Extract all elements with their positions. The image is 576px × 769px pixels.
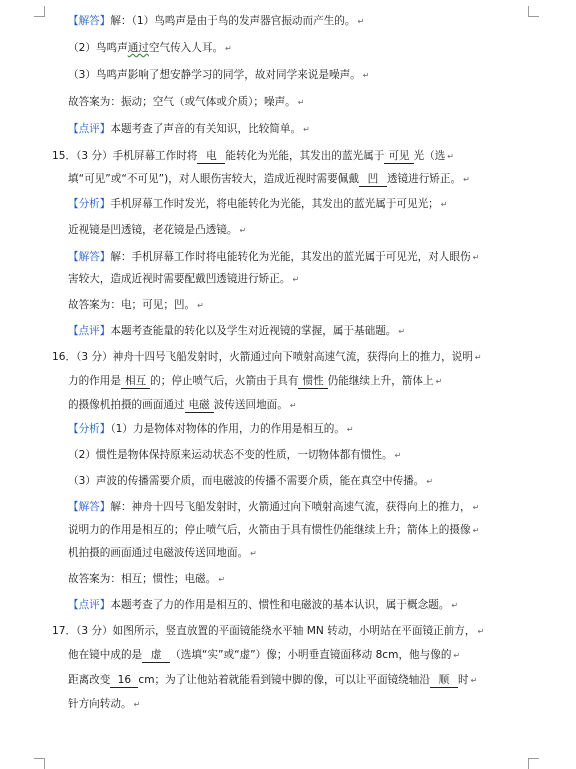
section-tag: 【点评】 [68,599,111,611]
text-line [68,122,310,137]
text-segment: 透镜进行矫正。 [386,173,462,185]
paragraph-mark-icon: ↵ [297,98,305,107]
text-segment: 仍能继续上升，箭体上 [327,375,434,387]
paragraph-mark-icon: ↵ [453,651,461,660]
text-line [68,448,401,463]
text-segment: 他在镜中成的是 [68,649,143,661]
text-segment: （2）鸟鸣声 [68,42,128,54]
text-line [68,223,246,238]
text-line [68,673,477,688]
text-segment: 本题考查了力的作用是相互的、惯性和电磁波的基本认识，属于概念题。 [110,599,450,611]
section-tag: 【分析】 [68,423,111,435]
text-segment: 的；停止喷气后，火箭由于具有 [150,375,299,387]
text-segment: （3）声波的传播需要介质，而电磁波的传播不需要介质，能在真空中传播。 [68,475,425,487]
text-segment: 手机屏幕工作时发光，将电能转化为光能，其发出的蓝光属于可见光； [110,198,439,210]
paragraph-mark-icon: ↵ [472,503,480,512]
section-tag: 【点评】 [68,123,111,135]
crop-mark-bottom-left [34,758,45,769]
text-line [52,350,482,365]
text-line [68,523,479,538]
paragraph-mark-icon: ↵ [292,275,300,284]
crop-mark-top-left [34,6,45,17]
text-line [68,324,405,339]
text-line [68,95,304,110]
text-segment: 故答案为：相互；惯性；电磁。 [68,573,217,585]
paragraph-mark-icon: ↵ [133,700,141,709]
text-line [68,374,442,389]
text-line [68,500,479,515]
text-line [68,572,225,587]
section-tag: 【解答】 [68,501,111,513]
text-segment: 16．（3 分）神舟十四号飞船发射时，火箭通过向下喷射高速气流，获得向上的推力，说明 [52,351,473,363]
answer-blank: 顺 [430,673,458,688]
text-segment: 力的作用是 [68,375,121,387]
text-segment: 15．（3 分）手机屏幕工作时将 [52,150,198,162]
paragraph-mark-icon: ↵ [447,152,454,161]
paragraph-mark-icon: ↵ [435,377,443,386]
text-segment: 说明力的作用是相互的；停止喷气后，火箭由于具有惯性仍能继续上升；箭体上的摄像 [68,524,471,536]
text-segment: 近视镜是凹透镜，老花镜是凸透镜。 [68,224,238,236]
text-line [68,546,257,561]
text-line [68,68,369,83]
crop-mark-top-right [528,6,539,17]
paragraph-mark-icon: ↵ [472,526,480,535]
section-tag: 【点评】 [68,325,111,337]
text-segment: 本题考查了声音的有关知识，比较简单。 [110,123,302,135]
text-segment: 解：神舟十四号飞船发射时，火箭通过向下喷射高速气流，获得向上的推力， [110,501,471,513]
paragraph-mark-icon: ↵ [218,575,226,584]
paragraph-mark-icon: ↵ [451,601,459,610]
paragraph-mark-icon: ↵ [225,44,232,53]
text-line [68,172,470,187]
text-segment: 空气传入人耳。 [148,42,224,54]
paragraph-mark-icon: ↵ [346,425,354,434]
text-segment: 故答案为：振动；空气（或气体或介质）；噪声。 [68,96,296,108]
text-segment: 填“可见”或“不可见”)，对人眼伤害较大，造成近视时需要佩戴 [68,173,359,185]
answer-blank: 惯性 [298,374,327,389]
text-segment: cm；为了让他站着就能看到镜中脚的像，可以让平面镜绕轴沿 [138,674,430,686]
paragraph-mark-icon: ↵ [394,451,402,460]
text-segment: 针方向转动。 [68,698,132,710]
paragraph-mark-icon: ↵ [398,327,406,336]
answer-blank: 虚 [142,648,170,663]
text-segment: 距离改变 [68,674,111,686]
text-segment: 害较大，造成近视时需要配戴凹透镜进行矫正。 [68,273,291,285]
text-line [68,41,232,56]
text-segment: 波传送回地面。 [213,399,288,411]
answer-blank: 相互 [121,374,150,389]
paragraph-mark-icon: ↵ [472,253,480,262]
paragraph-mark-icon: ↵ [463,175,470,184]
text-line [68,598,458,613]
text-segment: 17．（3 分）如图所示，竖直放置的平面镜能绕水平轴 MN 转动，小明站在平面镜正前方， [52,625,476,637]
text-segment: 的摄像机拍摄的画面通过 [68,399,185,411]
text-segment: 故答案为：电；可见；凹。 [68,299,196,311]
paragraph-mark-icon: ↵ [250,549,257,558]
text-line [68,197,447,212]
text-line [68,422,354,437]
text-segment: 本题考查能量的转化以及学生对近视镜的掌握，属于基础题。 [110,325,397,337]
text-line [68,298,204,313]
paragraph-mark-icon: ↵ [474,353,482,362]
paragraph-mark-icon: ↵ [303,125,310,134]
paragraph-mark-icon: ↵ [426,477,434,486]
answer-blank: 可见 [384,149,413,164]
paragraph-mark-icon: ↵ [477,627,485,636]
paragraph-mark-icon: ↵ [239,226,247,235]
text-segment: （选填“实”或“虚”）像；小明垂直镜面移动 8cm，他与像的 [170,649,452,661]
answer-blank: 电磁 [185,398,214,413]
text-segment: 解：手机屏幕工作时将电能转化为光能，其发出的蓝光属于可见光，对人眼伤 [110,251,471,263]
text-segment: （3）鸟鸣声影响了想安静学习的同学，故对同学来说是噪声。 [68,69,361,81]
text-segment: 解：（1）鸟鸣声是由于鸟的发声器官振动而产生的。 [110,15,356,27]
text-line [68,272,299,287]
section-tag: 【解答】 [68,251,111,263]
paragraph-mark-icon: ↵ [362,71,370,80]
paragraph-mark-icon: ↵ [470,676,478,685]
text-line [68,398,297,413]
text-line [68,697,140,712]
answer-blank: 电 [197,149,225,164]
section-tag: 【分析】 [68,198,111,210]
text-segment: 机拍摄的画面通过电磁波传送回地面。 [68,547,249,559]
text-segment: （2）惯性是物体保持原来运动状态不变的性质，一切物体都有惯性。 [68,449,393,461]
text-segment: （1）力是物体对物体的作用，力的作用是相互的。 [110,423,345,435]
text-line [68,250,479,265]
section-tag: 【解答】 [68,15,111,27]
text-line [52,149,454,164]
paragraph-mark-icon: ↵ [197,301,204,310]
text-line [68,474,433,489]
paragraph-mark-icon: ↵ [289,401,297,410]
text-line [68,648,460,663]
text-line [52,624,484,639]
answer-blank: 凹 [359,172,387,187]
text-line [68,14,364,29]
crop-mark-bottom-right [528,758,539,769]
paragraph-mark-icon: ↵ [440,200,448,209]
text-segment: 能转化为光能，其发出的蓝光属于 [225,150,385,162]
paragraph-mark-icon: ↵ [357,17,365,26]
text-segment: 时 [457,674,469,686]
text-segment: 光（选 [413,150,446,162]
answer-blank: 16 [110,673,138,688]
highlight-text: 通过 [127,42,149,54]
